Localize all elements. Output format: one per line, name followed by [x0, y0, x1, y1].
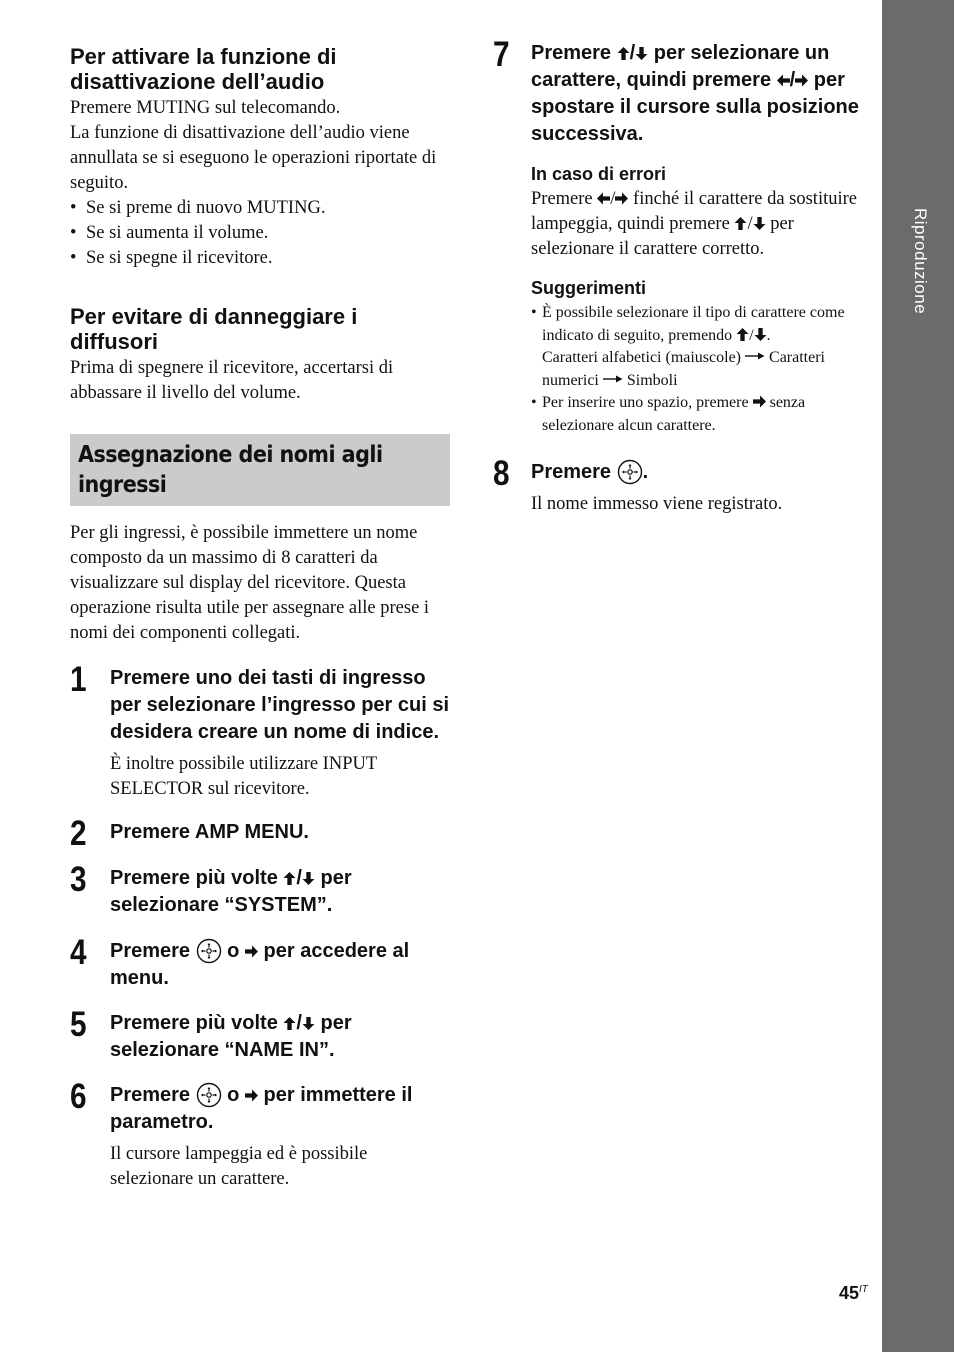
chapter-tab: [882, 0, 954, 1352]
step-text: Premere AMP MENU.: [110, 821, 309, 843]
slash: /: [296, 1012, 302, 1034]
down-arrow-icon: [302, 872, 315, 885]
list-item: [531, 392, 868, 437]
long-arrow-icon: [745, 351, 765, 361]
left-arrow-icon: [777, 74, 790, 87]
step-4: [70, 933, 450, 992]
step-text-part: Premere: [531, 461, 617, 483]
step-text: [110, 938, 450, 992]
tip-text-part: .: [766, 326, 771, 344]
list-item: • Se si preme di nuovo MUTING.: [70, 196, 450, 221]
step-text-part: o: [221, 940, 245, 962]
errors-heading: In caso di errori: [531, 164, 667, 184]
chapter-tab-label: Riproduzione: [911, 208, 930, 315]
step-3: [70, 860, 450, 919]
page-number-suffix: IT: [859, 1284, 868, 1295]
step-note: È inoltre possibile utilizzare INPUT SELECTOR sul ricevitore.: [110, 754, 377, 799]
step-text: [531, 459, 868, 486]
right-arrow-icon: [795, 74, 808, 87]
slash: /: [747, 214, 753, 234]
step-note: Il cursore lampeggia ed è possibile selezionare un carattere.: [110, 1144, 368, 1189]
step-5: [70, 1005, 450, 1064]
step-text-part: per spostare il cursore sulla posizione successiva.: [531, 69, 859, 145]
step-text-part: per accedere al menu.: [110, 940, 410, 989]
muting-text-2: La funzione di disattivazione dell’audio viene annullata se si eseguono le operazioni riportate di seguito.: [70, 123, 437, 193]
tip-text-part: Caratteri numerici: [542, 349, 825, 389]
left-arrow-icon: [597, 192, 610, 205]
tip-text-part: Simboli: [622, 371, 678, 389]
tip-text-part: senza selezionare alcun carattere.: [542, 394, 806, 434]
down-arrow-icon: [635, 47, 648, 60]
speakers-text: Prima di spegnere il ricevitore, accertarsi di abbassare il livello del volume.: [70, 358, 394, 403]
step-number: 1: [70, 660, 87, 699]
step-8: [493, 454, 868, 517]
step-number: 3: [70, 860, 87, 899]
errors-text-part: finché il carattere da sostituire lampeggia, quindi premere: [531, 189, 857, 234]
down-arrow-icon: [302, 1017, 315, 1030]
slash: /: [749, 326, 754, 344]
section-title: Assegnazione dei nomi agli ingressi: [78, 442, 383, 498]
step-text: Premere uno dei tasti di ingresso per selezionare l’ingresso per cui si desidera creare un nome di indice.: [110, 667, 450, 743]
step-number: 2: [70, 814, 87, 853]
list-item: • Se si aumenta il volume.: [70, 221, 450, 246]
step-text: [110, 865, 450, 919]
step-text-part: o: [221, 1084, 245, 1106]
step-2: [70, 814, 450, 853]
section-title-box: [70, 434, 450, 506]
step-text: [110, 1082, 450, 1136]
slash: /: [789, 69, 796, 91]
up-arrow-icon: [283, 872, 296, 885]
speakers-heading: Per evitare di danneggiare i diffusori: [70, 304, 358, 354]
slash: /: [629, 42, 636, 64]
muting-heading: Per attivare la funzione di disattivazione dell’audio: [70, 44, 337, 94]
slash: /: [296, 867, 302, 889]
page-number-value: 45: [839, 1283, 860, 1303]
enter-button-icon: [196, 938, 222, 964]
step-text-part: Premere più volte: [110, 867, 284, 889]
step-6: [70, 1077, 450, 1192]
step-text-part: Premere: [531, 42, 617, 64]
right-arrow-icon: [753, 395, 766, 408]
slash: /: [610, 189, 616, 209]
step-text-part: .: [642, 461, 649, 483]
step-number: 6: [70, 1077, 87, 1116]
list-item: • Se si spegne il ricevitore.: [70, 246, 450, 271]
muting-list: [70, 196, 450, 271]
tip-text-part: È possibile selezionare il tipo di carattere come indicato di seguito, premendo: [542, 304, 845, 344]
step-number: 7: [493, 35, 510, 74]
step-text-part: per immettere il parametro.: [110, 1084, 413, 1133]
step-text: [110, 1010, 450, 1064]
right-column: [493, 35, 868, 517]
step-text-part: Premere: [110, 940, 196, 962]
long-arrow-icon: [603, 374, 623, 384]
left-column: [70, 44, 450, 1192]
step-text-part: Premere: [110, 1084, 196, 1106]
step-note: Il nome immesso viene registrato.: [531, 494, 783, 514]
step-text-part: per selezionare “SYSTEM”.: [110, 867, 352, 916]
up-arrow-icon: [617, 47, 630, 60]
enter-button-icon: [196, 1082, 222, 1108]
down-arrow-icon: [754, 328, 767, 341]
section-intro: Per gli ingressi, è possibile immettere un nome composto da un massimo di 8 caratteri da visualizzare sul display del ricevitore. Questa operazione risulta utile per assegnare alle prese i nomi dei componenti collegati.: [70, 523, 430, 643]
step-text-part: per selezionare un carattere, quindi premere: [531, 42, 830, 91]
tips-heading: Suggerimenti: [531, 278, 647, 298]
step-number: 4: [70, 933, 87, 972]
page-number: [839, 1283, 868, 1304]
tips-list: [531, 302, 868, 437]
up-arrow-icon: [283, 1017, 296, 1030]
step-text-part: per selezionare “NAME IN”.: [110, 1012, 352, 1061]
errors-text: [531, 187, 868, 262]
step-7: [493, 35, 868, 437]
step-text: [531, 40, 868, 148]
up-arrow-icon: [736, 328, 749, 341]
up-arrow-icon: [734, 217, 747, 230]
right-arrow-icon: [245, 1089, 258, 1102]
tip-text-part: Per inserire uno spazio, premere: [542, 394, 753, 411]
tip-text-part: Caratteri alfabetici (maiuscole): [542, 349, 746, 366]
muting-text-1: Premere MUTING sul telecomando.: [70, 98, 341, 118]
step-number: 8: [493, 454, 510, 493]
right-arrow-icon: [615, 192, 628, 205]
list-item: [531, 302, 868, 392]
errors-text-part: per selezionare il carattere corretto.: [531, 214, 794, 259]
step-number: 5: [70, 1005, 87, 1044]
enter-button-icon: [617, 459, 643, 485]
step-text-part: Premere più volte: [110, 1012, 284, 1034]
errors-text-part: Premere: [531, 189, 598, 209]
right-arrow-icon: [245, 945, 258, 958]
step-1: [70, 660, 450, 802]
down-arrow-icon: [753, 217, 766, 230]
